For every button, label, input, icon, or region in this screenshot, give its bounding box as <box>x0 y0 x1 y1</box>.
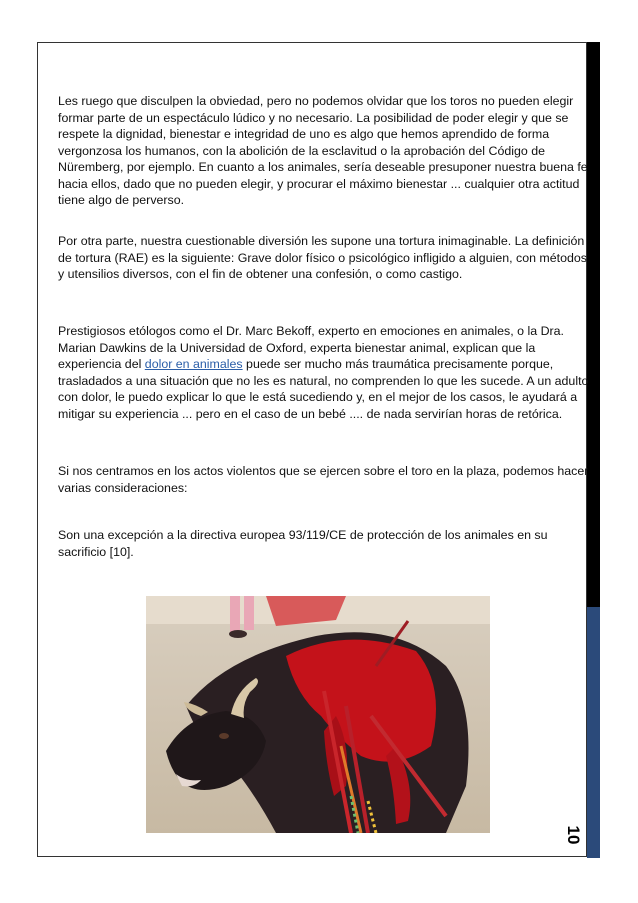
dolor-en-animales-link[interactable]: dolor en animales <box>144 357 243 371</box>
paragraph-5: Son una excepción a la directiva europea 93/119/CE de protección de los animales en su sacrificio [10]. <box>58 528 548 559</box>
paragraph-3-text-a: Prestigiosos etólogos como el Dr. Marc Bekoff, experto en emociones en animales, o la Dra. Marian Dawkins de la Universidad de Oxford, experta bienestar animal, explican que la experiencia del <box>58 324 564 371</box>
paragraph-3 <box>58 323 592 422</box>
paragraph-2: Por otra parte, nuestra cuestionable diversión les supone una tortura inimaginable. La definición de tortura (RAE) es la siguiente: Grave dolor físico o psicológico infligido a alguien, con métodos y utensilios diversos, con el fin de obtener una confesión, o como castigo. <box>58 234 587 281</box>
page-number: 10 <box>564 825 583 845</box>
paragraph-3-text-b: puede ser mucho más traumática precisamente porque, trasladados a una situación que no les es natural, no comprenden lo que les sucede. A un adulto con dolor, le puedo explicar lo que le está sucediendo y, en el mejor de los casos, le ayudará a mitigar su experiencia ... pero en el caso de un bebé .... de nada servirían horas de retórica. <box>58 357 589 421</box>
paragraph-4: Si nos centramos en los actos violentos que se ejercen sobre el toro en la plaza, podemos hacer varias consideraciones: <box>58 464 589 495</box>
side-bar-blue <box>587 607 600 858</box>
paragraph-1: Les ruego que disculpen la obviedad, pero no podemos olvidar que los toros no pueden elegir formar parte de un espectáculo lúdico y no necesario. La posibilidad de poder elegir y que se respete la dignidad, bienestar e integridad de uno es algo que hemos aprendido de forma vergonzosa los humanos, con la abolición de la esclavitud o la aprobación del Código de Nüremberg, por ejemplo. En cuanto a los animales, sería deseable presuponer nuestra buena fe hacia ellos, dado que no pueden elegir, y procurar el máximo bienestar ... cualquier otra actitud tiene algo de perverso. <box>58 94 588 207</box>
bull-illustration <box>146 596 490 833</box>
bull-photo <box>146 596 490 833</box>
